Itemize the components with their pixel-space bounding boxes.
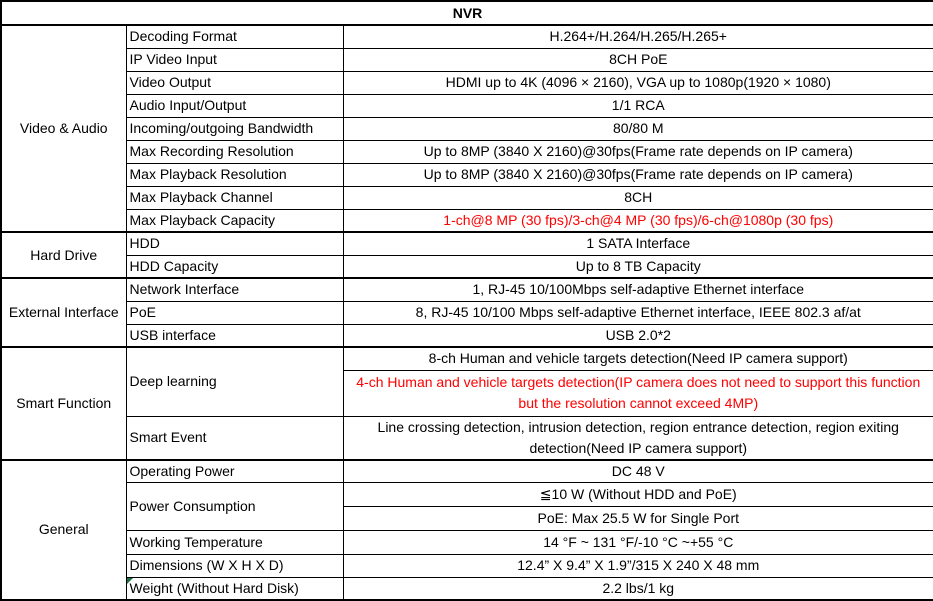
spec-value-cell: 80/80 M <box>343 117 933 140</box>
spec-label-text: Weight (Without Hard Disk) <box>129 579 299 596</box>
spec-value-cell: USB 2.0*2 <box>343 324 933 347</box>
spec-value-cell: 1 SATA Interface <box>343 232 933 255</box>
spec-value-cell: 8, RJ-45 10/100 Mbps self-adaptive Ethernet interface, IEEE 802.3 af/at <box>343 301 933 324</box>
spec-label-cell: Max Playback Capacity <box>126 209 343 232</box>
spec-value-cell: 14 °F ~ 131 °F/-10 °C ~+55 °C <box>343 530 933 554</box>
spec-label-cell: Max Playback Channel <box>126 186 343 209</box>
cell-error-flag-icon <box>127 578 133 584</box>
spec-label-cell: Power Consumption <box>126 482 343 530</box>
category-cell-general: General <box>1 460 126 600</box>
spec-label-cell: Network Interface <box>126 278 343 301</box>
spec-label-cell: Video Output <box>126 71 343 94</box>
spec-value-cell: ≦10 W (Without HDD and PoE) <box>343 482 933 506</box>
table-title: NVR <box>1 1 933 25</box>
spec-label-cell: PoE <box>126 301 343 324</box>
spec-value-cell: 8CH PoE <box>343 48 933 71</box>
spec-label-cell: USB interface <box>126 324 343 347</box>
spec-label-cell <box>126 577 343 600</box>
spec-value-cell: PoE: Max 25.5 W for Single Port <box>343 506 933 530</box>
spec-value-cell: Up to 8MP (3840 X 2160)@30fps(Frame rate depends on IP camera) <box>343 140 933 163</box>
category-cell-smart-function: Smart Function <box>1 347 126 460</box>
spec-value-cell: 1/1 RCA <box>343 94 933 117</box>
spec-value-cell: Up to 8 TB Capacity <box>343 255 933 278</box>
spec-label-cell: HDD <box>126 232 343 255</box>
category-cell-external-interface: External Interface <box>1 278 126 347</box>
spec-label-cell: HDD Capacity <box>126 255 343 278</box>
spec-value-cell: Line crossing detection, intrusion detection, region entrance detection, region exiting detection(Need IP camera support) <box>343 416 933 460</box>
spec-value-cell: 12.4” X 9.4” X 1.9”/315 X 240 X 48 mm <box>343 554 933 577</box>
spec-value-cell: H.264+/H.264/H.265/H.265+ <box>343 25 933 48</box>
spec-value-cell: DC 48 V <box>343 460 933 483</box>
spec-value-cell: 1, RJ-45 10/100Mbps self-adaptive Ethernet interface <box>343 278 933 301</box>
category-cell-hard-drive: Hard Drive <box>1 232 126 278</box>
spec-label-cell: Dimensions (W X H X D) <box>126 554 343 577</box>
category-cell-video-audio: Video & Audio <box>1 25 126 232</box>
spec-label-cell: Audio Input/Output <box>126 94 343 117</box>
spec-value-cell: 8CH <box>343 186 933 209</box>
spec-label-cell: Incoming/outgoing Bandwidth <box>126 117 343 140</box>
spec-value-cell: HDMI up to 4K (4096 × 2160), VGA up to 1080p(1920 × 1080) <box>343 71 933 94</box>
spec-value-cell-highlight: 4-ch Human and vehicle targets detection(IP camera does not need to support this function but the resolution cannot exceed 4MP) <box>343 370 933 416</box>
spec-label-cell: Max Playback Resolution <box>126 163 343 186</box>
spec-value-cell: 8-ch Human and vehicle targets detection(Need IP camera support) <box>343 347 933 370</box>
spec-label-cell: IP Video Input <box>126 48 343 71</box>
spec-label-cell: Deep learning <box>126 347 343 416</box>
spec-value-cell: Up to 8MP (3840 X 2160)@30fps(Frame rate depends on IP camera) <box>343 163 933 186</box>
spec-label-cell: Operating Power <box>126 460 343 483</box>
spec-label-cell: Smart Event <box>126 416 343 460</box>
spec-label-cell: Max Recording Resolution <box>126 140 343 163</box>
spec-value-cell: 2.2 lbs/1 kg <box>343 577 933 600</box>
spec-value-cell-highlight: 1-ch@8 MP (30 fps)/3-ch@4 MP (30 fps)/6-ch@1080p (30 fps) <box>343 209 933 232</box>
spec-label-cell: Working Temperature <box>126 530 343 554</box>
spec-label-cell: Decoding Format <box>126 25 343 48</box>
